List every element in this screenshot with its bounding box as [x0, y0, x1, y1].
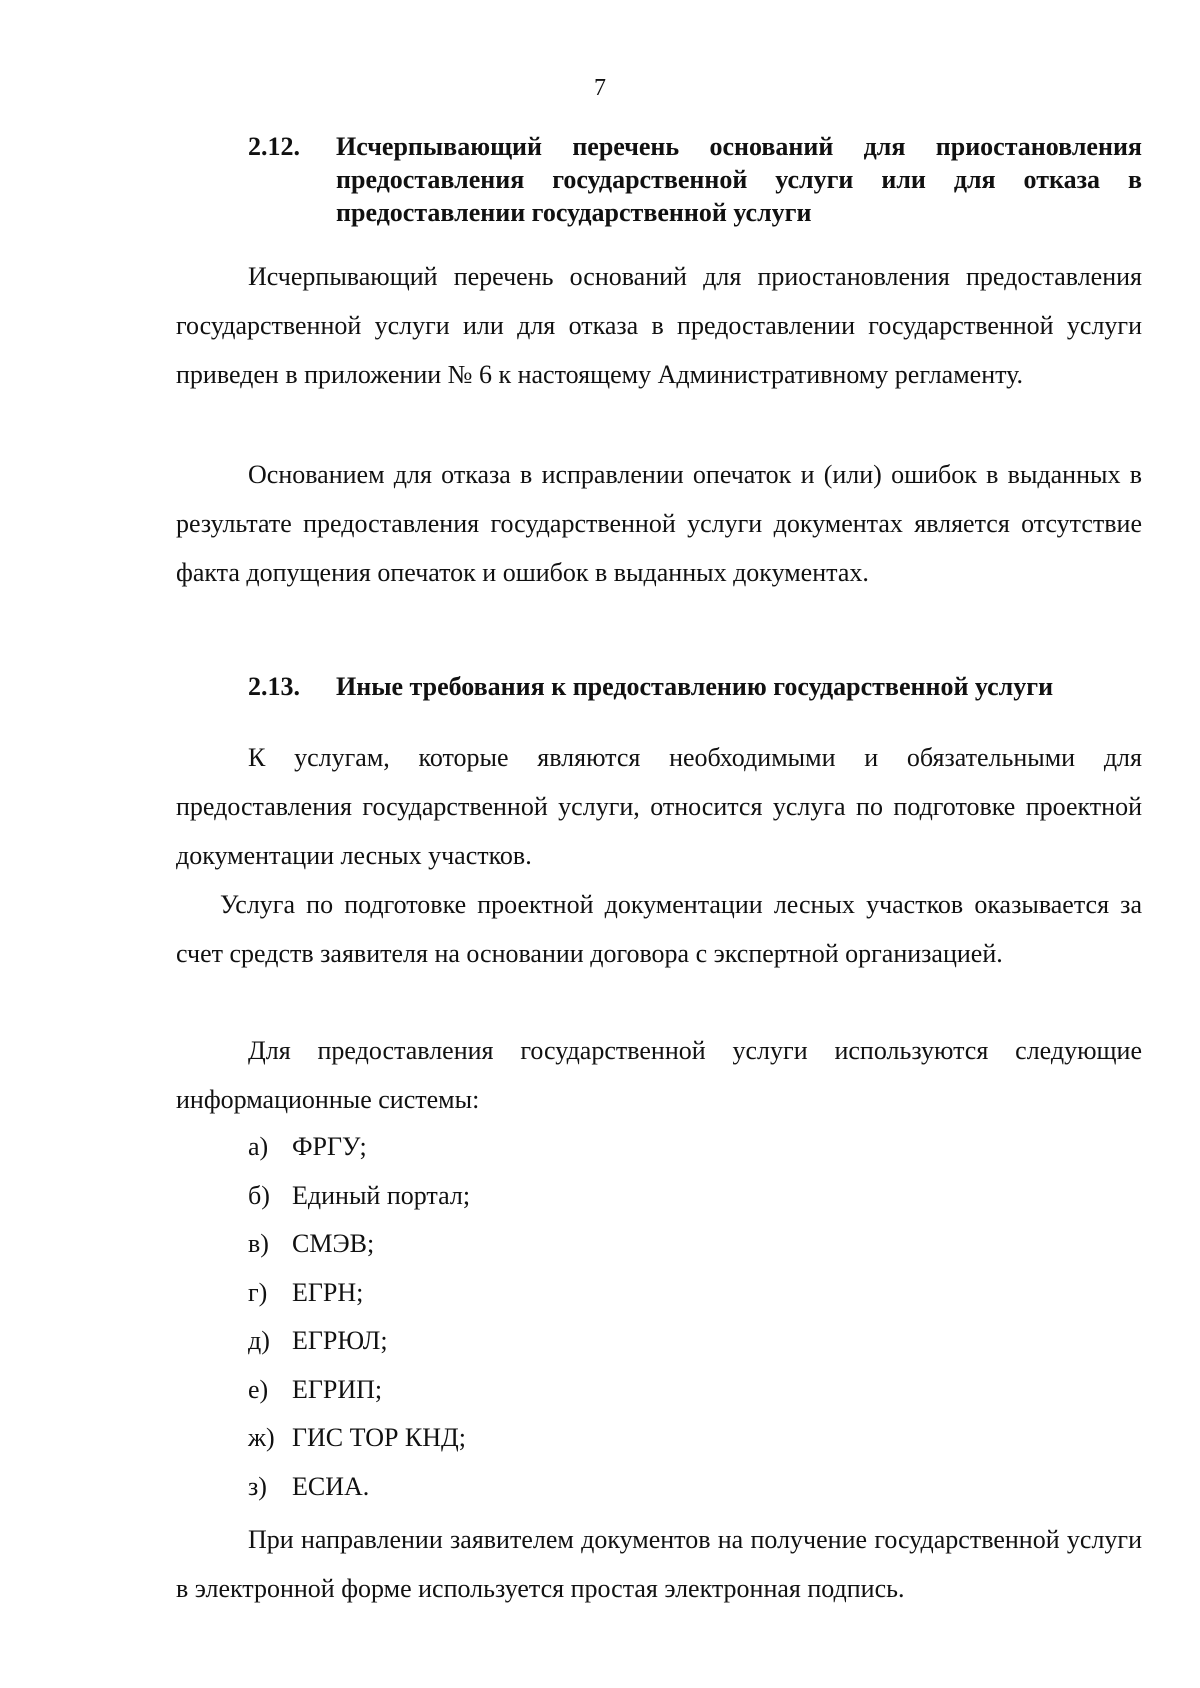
list-item [248, 1220, 470, 1269]
paragraph-text: Исчерпывающий перечень оснований для приостановления предоставления государственной услуги или для отказа в предоставлении государственной услуги приведен в приложении № 6 к настоящему Административному регламенту. [176, 262, 1142, 389]
list-marker: з) [248, 1471, 267, 1501]
list-item-text: ЕСИА. [292, 1471, 370, 1501]
list-item [248, 1123, 470, 1172]
section-number: 2.12. [248, 132, 300, 161]
list-marker: ж) [248, 1423, 275, 1452]
paragraph [176, 733, 1142, 880]
paragraph-text: Для предоставления государственной услуги используются следующие информационные системы: [176, 1036, 1142, 1114]
page-number: 7 [594, 75, 606, 101]
paragraph [176, 1026, 1142, 1124]
section-title: Иные требования к предоставлению государственной услуги [336, 672, 1054, 701]
list-marker: а) [248, 1132, 269, 1161]
paragraph [176, 252, 1142, 399]
list-item-text: Единый портал; [292, 1180, 471, 1210]
list-item [248, 1269, 470, 1318]
information-systems-list [248, 1123, 470, 1511]
paragraph-text: Основанием для отказа в исправлении опечаток и (или) ошибок в выданных в результате предоставления государственной услуги документах является отсутствие факта допущения опечаток и ошибок в выданных документах. [176, 460, 1142, 587]
paragraph-text: Услуга по подготовке проектной документации лесных участков оказывается за счет средств заявителя на основании договора с экспертной организацией. [176, 890, 1142, 968]
list-item [248, 1172, 470, 1221]
list-item-text: ЕГРЮЛ; [292, 1326, 388, 1355]
list-item [248, 1414, 470, 1463]
paragraph-text: К услугам, которые являются необходимыми и обязательными для предоставления государственной услуги, относится услуга по подготовке проектной документации лесных участков. [176, 743, 1142, 870]
list-item [248, 1463, 470, 1512]
section-heading-2-12 [248, 130, 1142, 229]
list-marker: б) [248, 1180, 270, 1210]
list-item [248, 1317, 470, 1366]
paragraph [176, 450, 1142, 597]
list-item-text: ЕГРН; [292, 1277, 364, 1307]
paragraph [176, 880, 1142, 978]
list-marker: г) [248, 1277, 268, 1307]
section-number: 2.13. [248, 672, 300, 701]
list-marker: в) [248, 1229, 269, 1258]
list-item [248, 1366, 470, 1415]
paragraph-text: При направлении заявителем документов на получение государственной услуги в электронной форме используется простая электронная подпись. [176, 1525, 1142, 1603]
section-title: Исчерпывающий перечень оснований для приостановления предоставления государственной услуги или для отказа в предоставлении государственной услуги [336, 132, 1142, 227]
section-heading-2-13 [248, 670, 1142, 703]
list-item-text: ЕГРИП; [292, 1374, 383, 1404]
list-item-text: ГИС ТОР КНД; [292, 1423, 467, 1452]
list-marker: е) [248, 1374, 269, 1404]
list-item-text: СМЭВ; [292, 1229, 375, 1258]
list-marker: д) [248, 1326, 270, 1355]
list-item-text: ФРГУ; [292, 1132, 367, 1161]
paragraph [176, 1515, 1142, 1613]
